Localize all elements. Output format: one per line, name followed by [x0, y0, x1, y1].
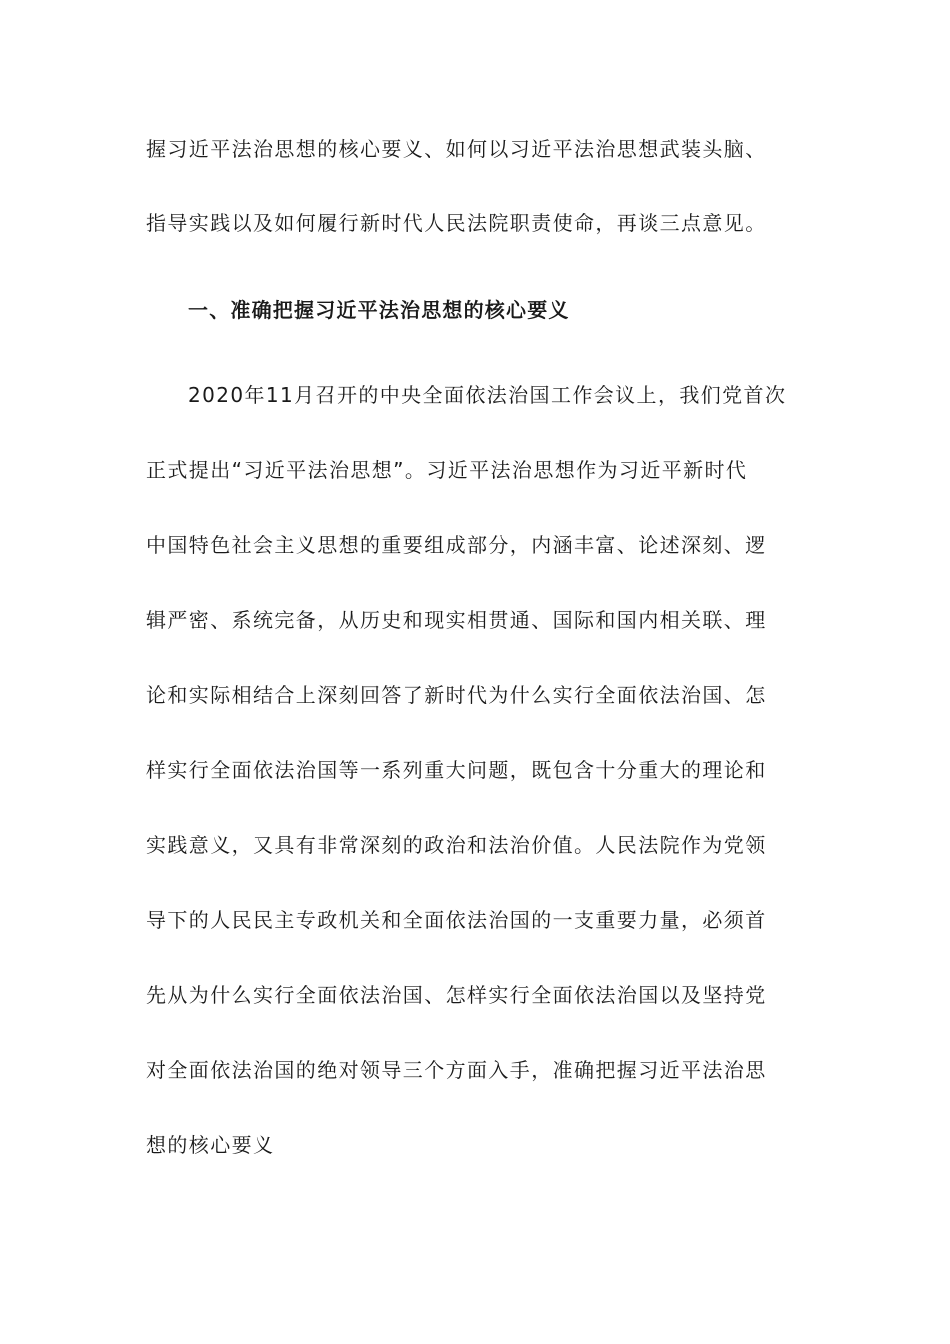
- paragraph-line: 实践意义，又具有非常深刻的政治和法治价值。人民法院作为党领: [146, 833, 767, 857]
- paragraph-line: 中国特色社会主义思想的重要组成部分，内涵丰富、论述深刻、逻: [146, 533, 767, 557]
- paragraph-line: 样实行全面依法治国等一系列重大问题，既包含十分重大的理论和: [146, 758, 767, 782]
- paragraph-line: 先从为什么实行全面依法治国、怎样实行全面依法治国以及坚持党: [146, 983, 767, 1007]
- paragraph-line: 指导实践以及如何履行新时代人民法院职责使命，再谈三点意见。: [146, 211, 767, 235]
- paragraph-line: 2020年11月召开的中央全面依法治国工作会议上，我们党首次: [188, 383, 787, 407]
- paragraph-line: 论和实际相结合上深刻回答了新时代为什么实行全面依法治国、怎: [146, 683, 767, 707]
- paragraph-line: 对全面依法治国的绝对领导三个方面入手，准确把握习近平法治思: [146, 1058, 767, 1082]
- paragraph-line: 想的核心要义: [146, 1133, 275, 1157]
- paragraph-line: 握习近平法治思想的核心要义、如何以习近平法治思想武装头脑、: [146, 137, 767, 161]
- paragraph-line: 辑严密、系统完备，从历史和现实相贯通、国际和国内相关联、理: [146, 608, 767, 632]
- paragraph-line: 正式提出“习近平法治思想”。习近平法治思想作为习近平新时代: [146, 458, 748, 482]
- section-heading: 一、准确把握习近平法治思想的核心要义: [188, 298, 570, 322]
- paragraph-line: 导下的人民民主专政机关和全面依法治国的一支重要力量，必须首: [146, 908, 767, 932]
